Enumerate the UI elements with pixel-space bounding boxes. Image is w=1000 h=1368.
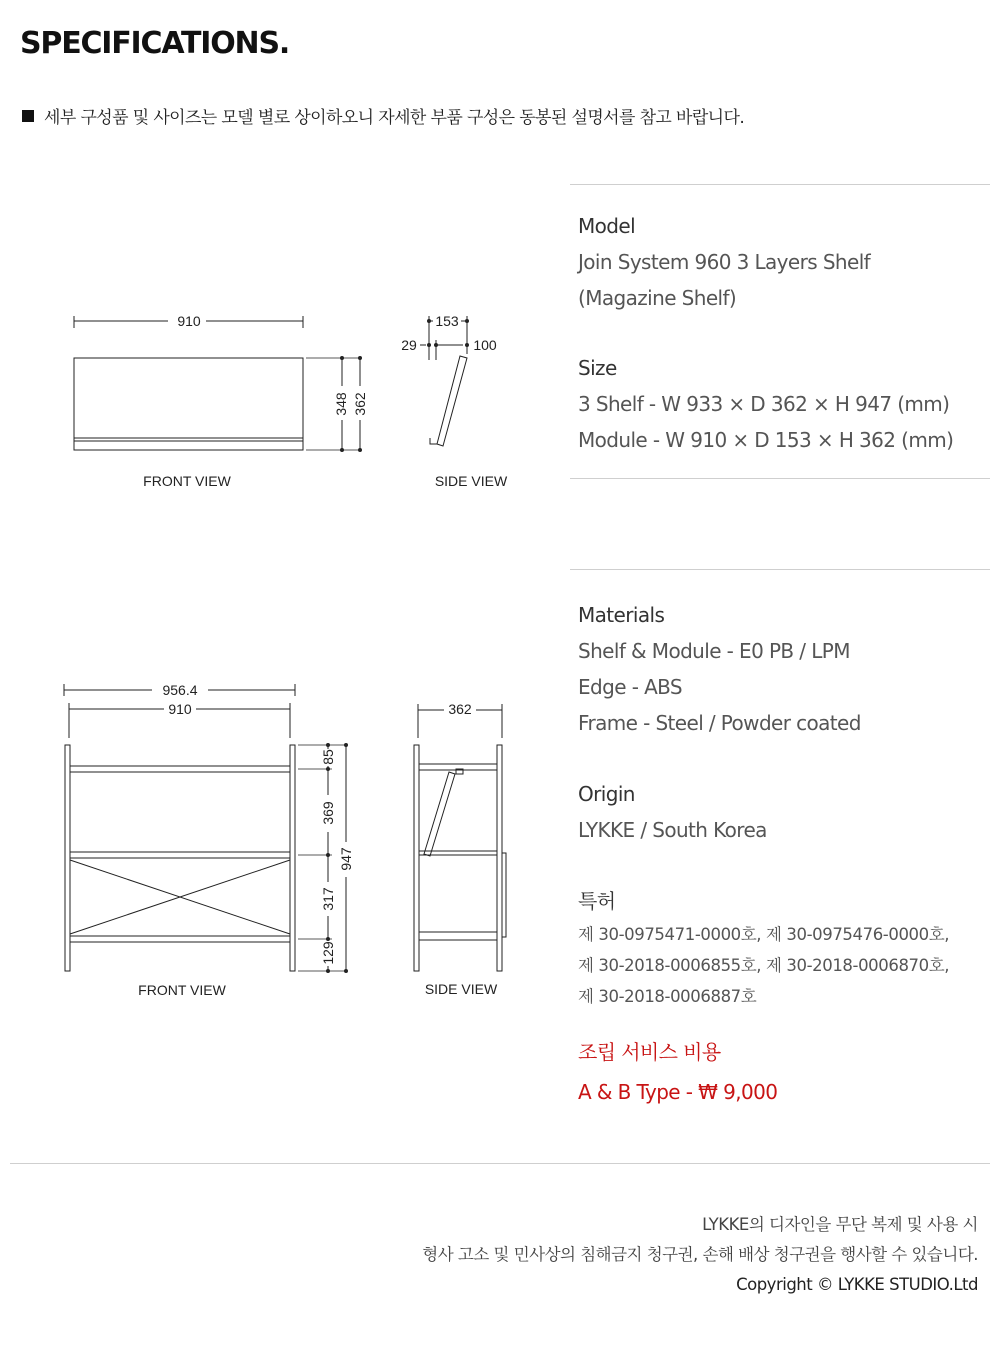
divider [570,478,990,479]
size-label: Size [578,356,617,380]
size-line-1: 3 Shelf - W 933 × D 362 × H 947 (mm) [578,392,950,416]
dim-shelf-85: 85 [320,749,336,765]
shelf-side-caption: SIDE VIEW [424,981,498,997]
model-line-2: (Magazine Shelf) [578,286,737,310]
patent-line-1: 제 30-0975471-0000호, 제 30-0975476-0000호, [578,925,950,944]
divider [570,184,990,185]
footer-line-1: LYKKE의 디자인을 무단 복제 및 사용 시 [702,1215,978,1234]
size-line-2: Module - W 910 × D 153 × H 362 (mm) [578,428,954,452]
page-title: SPECIFICATIONS. [20,26,290,61]
module-front-view [74,316,360,450]
dim-front-width: 910 [177,313,201,329]
footer-line-2: 형사 고소 및 민사상의 침해금지 청구권, 손해 배상 청구권을 행사할 수 있습니다. [422,1245,978,1264]
dim-shelf-369: 369 [320,801,336,825]
origin-label: Origin [578,782,635,806]
assembly-label: 조립 서비스 비용 [578,1040,721,1064]
footer [422,1210,978,1300]
dim-front-height-348: 348 [333,392,349,416]
module-side-caption: SIDE VIEW [434,473,508,489]
model-size-block [578,208,953,458]
patent-line-2: 제 30-2018-0006855호, 제 30-2018-0006870호, [578,956,950,975]
model-line-1: Join System 960 3 Layers Shelf [578,250,871,274]
materials-line-2: Edge - ABS [578,675,683,699]
dim-side-right: 100 [473,337,497,353]
dimension-dots [326,319,469,973]
dim-shelf-317: 317 [320,887,336,911]
shelf-side-view [414,704,506,971]
materials-line-3: Frame - Steel / Powder coated [578,711,861,735]
materials-block [578,597,949,1110]
divider [570,569,990,570]
origin-line-1: LYKKE / South Korea [578,818,767,842]
dim-shelf-129: 129 [320,941,336,965]
dim-side-top: 153 [435,313,459,329]
dimension-drawings [0,0,560,1040]
materials-line-1: Shelf & Module - E0 PB / LPM [578,639,850,663]
dim-shelf-depth: 362 [448,701,472,717]
notice-text: 세부 구성품 및 사이즈는 모델 별로 상이하오니 자세한 부품 구성은 동봉된 설명서를 참고 바랍니다. [44,108,745,128]
patent-label: 특허 [578,889,616,913]
module-side-view [420,316,467,446]
dim-front-height-362: 362 [352,392,368,416]
dim-shelf-947: 947 [338,847,354,871]
patent-line-3: 제 30-2018-0006887호 [578,987,757,1006]
footer-divider [10,1163,990,1164]
shelf-front-caption: FRONT VIEW [138,982,226,998]
copyright: Copyright © LYKKE STUDIO.Ltd [736,1275,978,1294]
dim-shelf-outer: 956.4 [162,682,198,698]
shelf-front-view [64,684,346,971]
dim-side-left: 29 [401,337,417,353]
dim-shelf-inner: 910 [168,701,192,717]
materials-label: Materials [578,603,665,627]
module-front-caption: FRONT VIEW [143,473,231,489]
assembly-price: A & B Type - ₩ 9,000 [578,1080,778,1104]
model-label: Model [578,214,636,238]
